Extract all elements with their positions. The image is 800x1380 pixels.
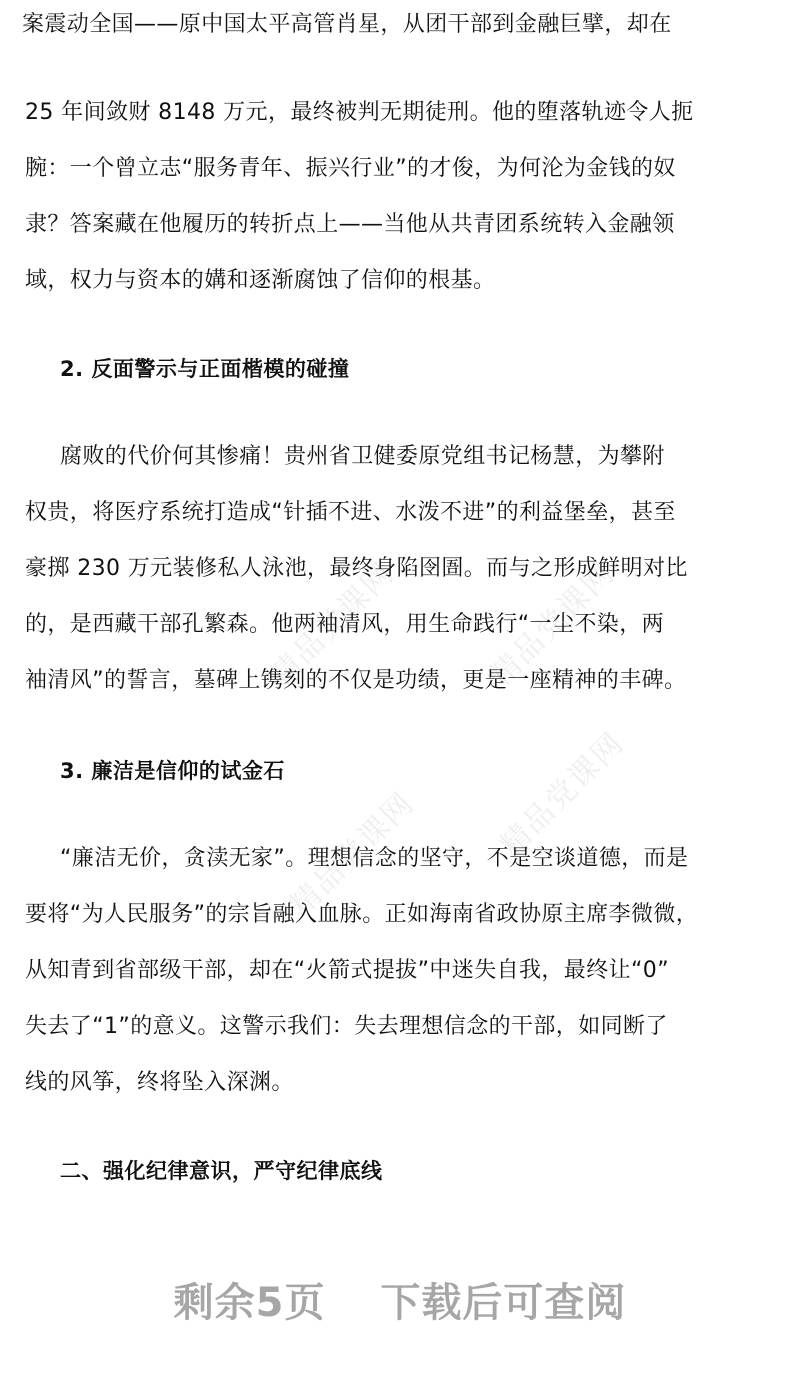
watermark-text: 精品党课网 xyxy=(263,555,402,694)
paragraph-line: 案震动全国——原中国太平高管肖星，从团干部到金融巨擘，却在 xyxy=(22,12,672,37)
paragraph-line: 隶？答案藏在他履历的转折点上——当他从共青团系统转入金融领 xyxy=(25,212,675,237)
paragraph-line: 豪掷 230 万元装修私人泳池，最终身陷囹圄。而与之形成鲜明对比 xyxy=(25,556,688,581)
watermark-text: 精品党课网 xyxy=(493,725,632,864)
download-prompt-banner[interactable]: 剩余5页 下载后可查阅 xyxy=(173,1280,627,1326)
paragraph-line: 25 年间敛财 8148 万元，最终被判无期徒刑。他的堕落轨迹令人扼 xyxy=(25,100,694,125)
paragraph-line: 权贵，将医疗系统打造成“针插不进、水泼不进”的利益堡垒，甚至 xyxy=(25,500,676,525)
paragraph-line: 袖清风”的誓言，墓碑上镌刻的不仅是功绩，更是一座精神的丰碑。 xyxy=(25,668,687,693)
paragraph-line: 的，是西藏干部孔繁森。他两袖清风，用生命践行“一尘不染，两 xyxy=(25,612,664,637)
paragraph-line: 要将“为人民服务”的宗旨融入血脉。正如海南省政协原主席李微微， xyxy=(25,902,699,927)
paragraph-line: 线的风筝，终将坠入深渊。 xyxy=(25,1070,294,1095)
paragraph-line: 域，权力与资本的媾和逐渐腐蚀了信仰的根基。 xyxy=(25,268,496,293)
watermark-text: 精品党课网 xyxy=(483,555,622,694)
paragraph-line: 从知青到省部级干部，却在“火箭式提拔”中迷失自我，最终让“0” xyxy=(25,958,669,983)
section-heading: 二、强化纪律意识，严守纪律底线 xyxy=(60,1159,383,1183)
paragraph-line: 失去了“1”的意义。这警示我们：失去理想信念的干部，如同断了 xyxy=(25,1014,668,1039)
paragraph-line: 腐败的代价何其惨痛！贵州省卫健委原党组书记杨慧，为攀附 xyxy=(60,444,665,469)
paragraph-line: “廉洁无价，贪渎无家”。理想信念的坚守，不是空谈道德，而是 xyxy=(60,846,689,871)
paragraph-line: 腕：一个曾立志“服务青年、振兴行业”的才俊，为何沦为金钱的奴 xyxy=(25,156,676,181)
watermark-text: 精品党课网 xyxy=(283,785,422,924)
section-heading: 3. 廉洁是信仰的试金石 xyxy=(60,759,285,783)
section-heading: 2. 反面警示与正面楷模的碰撞 xyxy=(60,357,350,381)
